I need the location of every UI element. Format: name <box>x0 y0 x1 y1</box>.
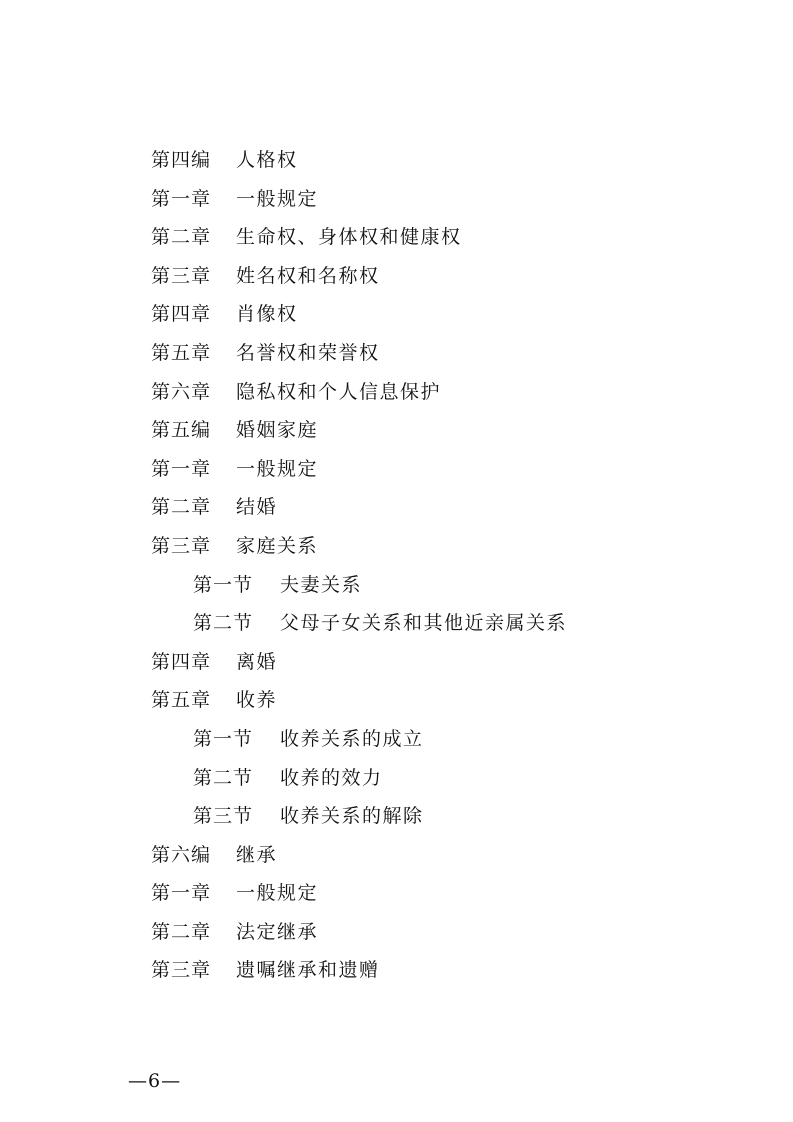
toc-entry-title: 父母子女关系和其他近亲属关系 <box>280 612 568 635</box>
toc-entry-number: 第四章 <box>151 303 212 326</box>
toc-entry-chapter <box>0 681 793 720</box>
toc-entry-number: 第二节 <box>193 612 254 635</box>
toc-entry-title: 名誉权和荣誉权 <box>236 341 380 364</box>
toc-entry-number: 第三章 <box>151 264 212 287</box>
toc-entry-number: 第一章 <box>151 457 212 480</box>
toc-entry-title: 一般规定 <box>236 187 319 210</box>
toc-entry-chapter <box>0 951 793 990</box>
toc-entry-chapter <box>0 334 793 373</box>
toc-entry-chapter <box>0 257 793 296</box>
toc-entry-number: 第五章 <box>151 689 212 712</box>
toc-entry-number: 第三章 <box>151 534 212 557</box>
toc-entry-chapter <box>0 488 793 527</box>
toc-entry-part <box>0 141 793 180</box>
toc-entry-title: 姓名权和名称权 <box>236 264 380 287</box>
toc-entry-number: 第一节 <box>193 573 254 596</box>
toc-entry-number: 第四章 <box>151 650 212 673</box>
toc-entry-part <box>0 411 793 450</box>
toc-entry-title: 收养关系的解除 <box>280 805 424 828</box>
toc-entry-number: 第二章 <box>151 496 212 519</box>
toc-entry-chapter <box>0 180 793 219</box>
page-number: —6— <box>128 1070 182 1092</box>
toc-entry-title: 收养的效力 <box>280 766 383 789</box>
toc-entry-title: 一般规定 <box>236 457 319 480</box>
toc-entry-title: 结婚 <box>236 496 278 519</box>
toc-entry-section <box>0 759 793 798</box>
toc-entry-title: 继承 <box>236 843 278 866</box>
toc-entry-chapter <box>0 295 793 334</box>
toc-entry-chapter <box>0 643 793 682</box>
toc-entry-section <box>0 720 793 759</box>
toc-entry-chapter <box>0 450 793 489</box>
toc-entry-number: 第六编 <box>151 843 212 866</box>
toc-entry-number: 第二节 <box>193 766 254 789</box>
toc-entry-title: 离婚 <box>236 650 278 673</box>
toc-entry-title: 遗嘱继承和遗赠 <box>236 959 380 982</box>
toc-entry-title: 收养 <box>236 689 278 712</box>
toc-entry-number: 第六章 <box>151 380 212 403</box>
toc-entry-section <box>0 566 793 605</box>
table-of-contents <box>0 141 793 990</box>
toc-entry-title: 人格权 <box>236 149 298 171</box>
toc-entry-title: 隐私权和个人信息保护 <box>236 380 442 403</box>
toc-entry-section <box>0 797 793 836</box>
toc-entry-number: 第二章 <box>151 226 212 249</box>
toc-entry-number: 第五章 <box>151 341 212 364</box>
toc-entry-title: 收养关系的成立 <box>280 727 424 750</box>
toc-entry-number: 第二章 <box>151 920 212 943</box>
toc-entry-title: 生命权、身体权和健康权 <box>236 226 462 249</box>
toc-entry-number: 第三节 <box>193 805 254 828</box>
toc-entry-chapter <box>0 913 793 952</box>
toc-entry-title: 夫妻关系 <box>280 573 363 596</box>
toc-entry-number: 第一章 <box>151 187 212 210</box>
toc-entry-chapter <box>0 373 793 412</box>
toc-entry-number: 第三章 <box>151 959 212 982</box>
toc-entry-section <box>0 604 793 643</box>
toc-entry-number: 第五编 <box>151 419 212 442</box>
toc-entry-title: 肖像权 <box>236 303 298 326</box>
toc-entry-number: 第一节 <box>193 727 254 750</box>
toc-entry-title: 法定继承 <box>236 920 319 943</box>
toc-entry-chapter <box>0 218 793 257</box>
toc-entry-number: 第一章 <box>151 882 212 905</box>
toc-entry-part <box>0 836 793 875</box>
toc-entry-title: 家庭关系 <box>236 534 319 557</box>
toc-entry-number: 第四编 <box>151 149 212 171</box>
toc-entry-chapter <box>0 527 793 566</box>
toc-entry-chapter <box>0 874 793 913</box>
toc-entry-title: 一般规定 <box>236 882 319 905</box>
toc-entry-title: 婚姻家庭 <box>236 419 319 442</box>
